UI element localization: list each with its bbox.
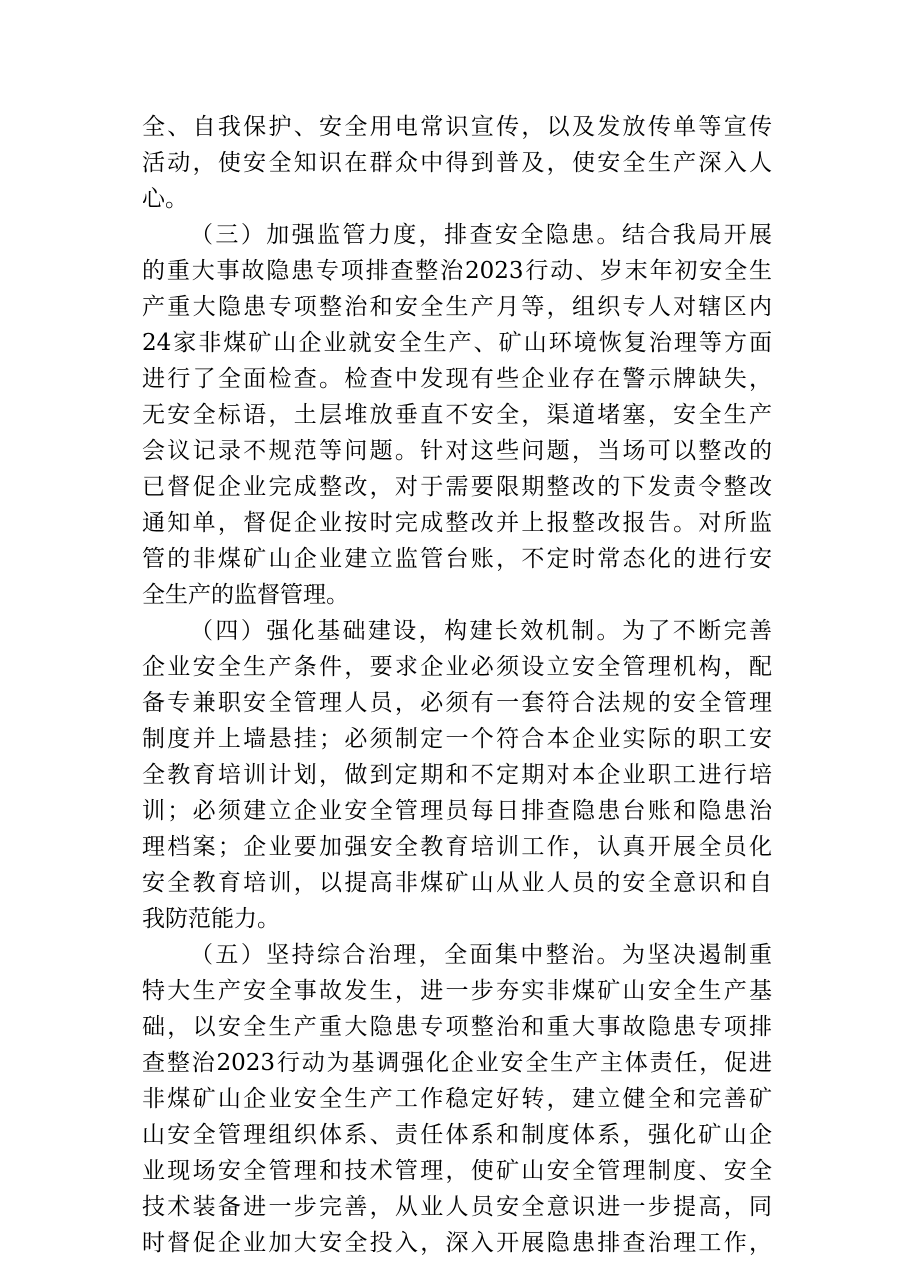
paragraph-line: 业现场安全管理和技术管理，使矿山安全管理制度、安全 [142,1158,772,1184]
section-four-heading-line: （四）强化基础建设，构建长效机制。为了不断完善 [190,618,772,644]
paragraph-line: 础，以安全生产重大隐患专项整治和重大事故隐患专项排 [142,1014,772,1040]
paragraph-line: 产重大隐患专项整治和安全生产月等，组织专人对辖区内 [142,294,772,320]
paragraph-line: 无安全标语，土层堆放垂直不安全，渠道堵塞，安全生产 [142,402,772,428]
paragraph-line: 全教育培训计划，做到定期和不定期对本企业职工进行培 [142,762,772,788]
paragraph-line: 理档案；企业要加强安全教育培训工作，认真开展全员化 [142,834,772,860]
section-three-heading-line: （三）加强监管力度，排查安全隐患。结合我局开展 [190,222,772,248]
paragraph-line: 通知单，督促企业按时完成整改并上报整改报告。对所监 [142,510,772,536]
paragraph-line: 的重大事故隐患专项排查整治2023行动、岁末年初安全生 [142,258,772,284]
paragraph-line: 全生产的监督管理。 [142,582,349,608]
paragraph-line: 备专兼职安全管理人员，必须有一套符合法规的安全管理 [142,690,772,716]
paragraph-line: 制度并上墙悬挂；必须制定一个符合本企业实际的职工安 [142,726,772,752]
paragraph-line: 管的非煤矿山企业建立监管台账，不定时常态化的进行安 [142,546,772,572]
paragraph-line: 特大生产安全事故发生，进一步夯实非煤矿山安全生产基 [142,978,772,1004]
paragraph-line: 非煤矿山企业安全生产工作稳定好转，建立健全和完善矿 [142,1086,772,1112]
paragraph-line: 进行了全面检查。检查中发现有些企业存在警示牌缺失， [142,366,772,392]
paragraph-line: 安全教育培训，以提高非煤矿山从业人员的安全意识和自 [142,870,772,896]
section-five-heading-line: （五）坚持综合治理，全面集中整治。为坚决遏制重 [190,942,772,968]
paragraph-line: 查整治2023行动为基调强化企业安全生产主体责任，促进 [142,1050,772,1076]
paragraph-line: 企业安全生产条件，要求企业必须设立安全管理机构，配 [142,654,772,680]
paragraph-line: 会议记录不规范等问题。针对这些问题，当场可以整改的 [142,438,772,464]
paragraph-line: 心。 [142,186,188,212]
paragraph-line: 我防范能力。 [142,906,280,932]
paragraph-line: 已督促企业完成整改，对于需要限期整改的下发责令整改 [142,474,772,500]
paragraph-line: 技术装备进一步完善，从业人员安全意识进一步提高，同 [142,1194,772,1220]
paragraph-line: 山安全管理组织体系、责任体系和制度体系，强化矿山企 [142,1122,772,1148]
paragraph-line: 训；必须建立企业安全管理员每日排查隐患台账和隐患治 [142,798,772,824]
paragraph-line: 时督促企业加大安全投入，深入开展隐患排查治理工作， [142,1230,772,1256]
paragraph-line: 活动，使安全知识在群众中得到普及，使安全生产深入人 [142,150,772,176]
paragraph-line: 24家非煤矿山企业就安全生产、矿山环境恢复治理等方面 [142,330,772,356]
paragraph-line: 全、自我保护、安全用电常识宣传，以及发放传单等宣传 [142,114,772,140]
